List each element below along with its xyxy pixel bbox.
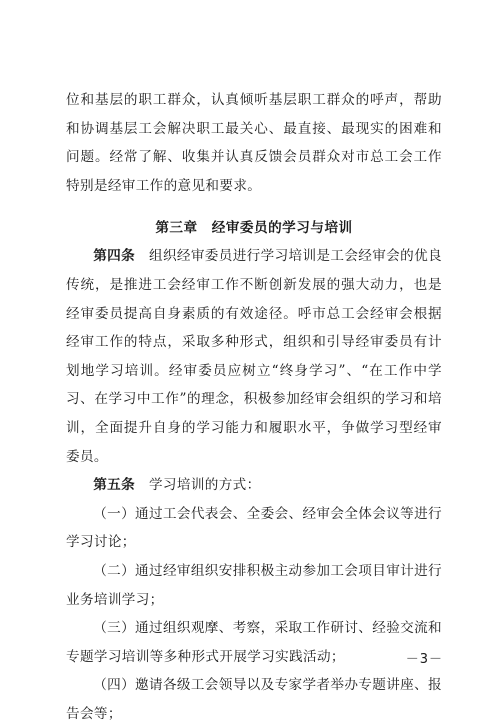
list-item-4: （四）邀请各级工会领导以及专家学者举办专题讲座、报告会等； [66, 677, 442, 722]
list-item-2: （二）通过经审组织安排积极主动参加工会项目审计进行业务培训学习； [66, 562, 442, 608]
page-number: －3－ [405, 652, 443, 667]
list-item-1: （一）通过工会代表会、全委会、经审会全体会议等进行学习讨论； [66, 505, 442, 551]
list-item-3: （三）通过组织观摩、考察，采取工作研讨、经验交流和专题学习培训等多种形式开展学习实践活动； [66, 620, 442, 665]
continuation-paragraph: 位和基层的职工群众，认真倾听基层职工群众的呼声，帮助和协调基层工会解决职工最关心、最直接、最现实的困难和问题。经常了解、收集并认真反馈会员群众对市总工会工作特别是经审工作的意见和要求。 [66, 92, 442, 194]
article-4-label: 第四条 [93, 248, 136, 265]
article-5-label: 第五条 [93, 477, 136, 494]
article-5-text: 学习培训的方式： [148, 477, 261, 494]
chapter-title: 第三章 经审委员的学习与培训 [155, 220, 353, 237]
article-4-paragraph [66, 242, 442, 471]
article-5-paragraph [66, 471, 442, 500]
article-4-text: 组织经审委员进行学习培训是工会经审会的优良传统，是推进工会经审工作不断创新发展的强大动力，也是经审委员提高自身素质的有效途径。呼市总工会经审会根据经审工作的特点，采取多种形式，组织和引导经审委员有计划地学习培训。经审委员应树立“终身学习”、“在工作中学习、在学习中工作”的理念，积极参加经审会组织的学习和培训，全面提升自身的学习能力和履职水平，争做学习型经审委员。 [66, 248, 442, 465]
document-body [66, 86, 442, 728]
